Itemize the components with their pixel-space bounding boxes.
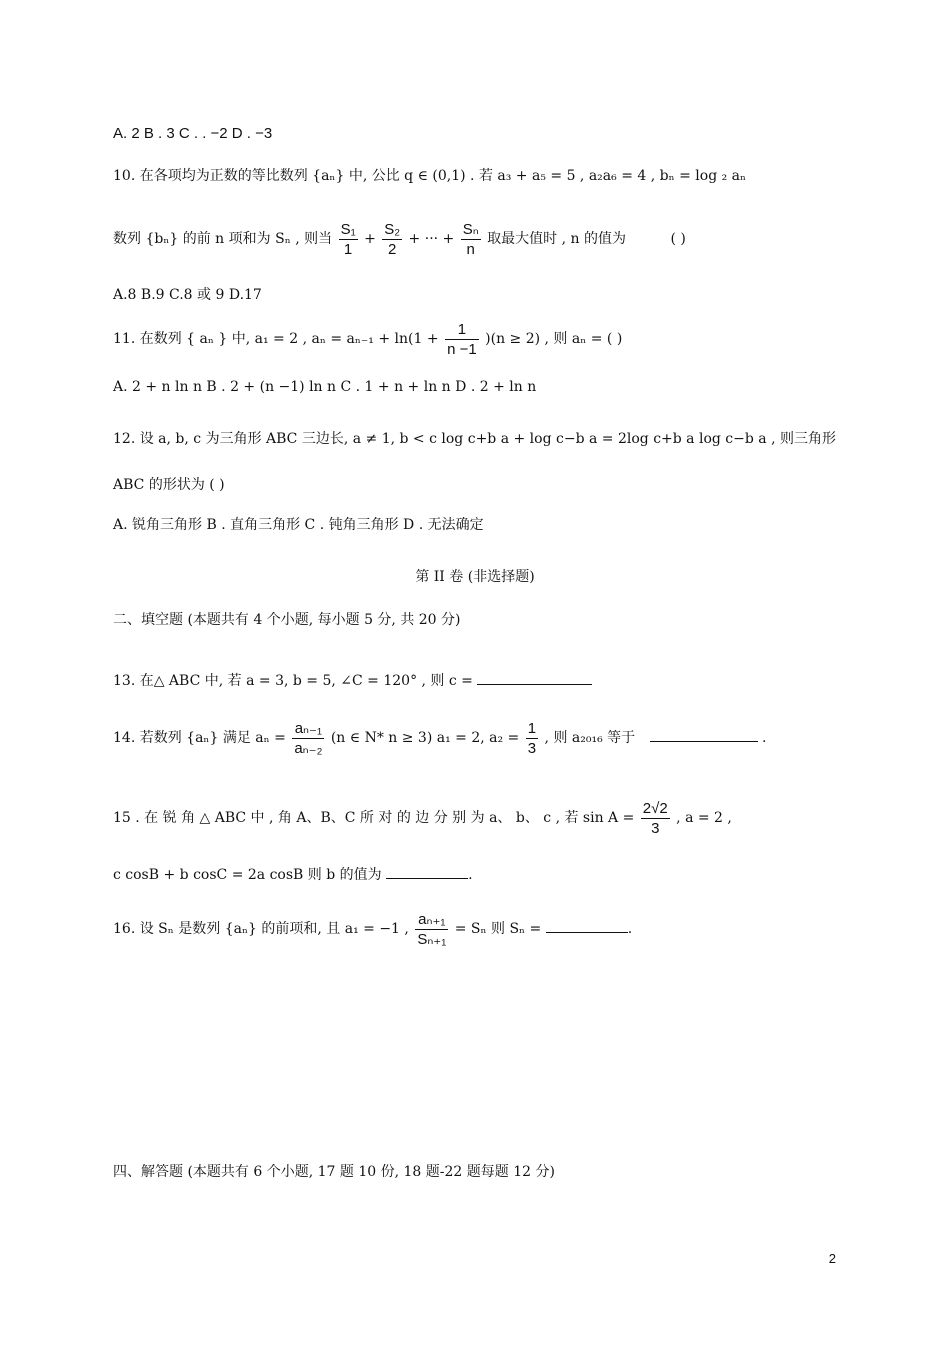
fraction-q14-a: $\frac{\text{aₙ₋₁}}{\text{aₙ₋₂}}$ xyxy=(294,719,323,757)
answer-blank xyxy=(386,864,468,879)
fraction-q11: $\frac{1}{n -1}$ xyxy=(447,320,477,358)
q10-options: A.8 B.9 C.8 或 9 D.17 xyxy=(113,287,262,303)
q12-line2: ABC 的形状为 ( ) xyxy=(113,477,225,493)
q10-line1: 10. 在各项均为正数的等比数列 {aₙ} 中, 公比 q ∈ (0,1) . 若 a₃ + a₅ = 5 , a₂a₆ = 4 , bₙ = log ₂ aₙ xyxy=(113,168,747,184)
section-ii-title: 第 II 卷 (非选择题) xyxy=(415,569,535,585)
answer-blank xyxy=(650,727,758,742)
q11-question: 11. 在数列 { aₙ } 中, a₁ = 2 , aₙ = aₙ₋₁ + ln(1 + $\frac{1}{n -1}$ )(n ≥ 2) , 则 aₙ = ( ) xyxy=(113,320,623,358)
q11-options: A. 2 + n ln n B . 2 + (n −1) ln n C . 1 + n + ln n D . 2 + ln n xyxy=(113,379,537,395)
q15-line1: 15 . 在 锐 角 △ ABC 中 , 角 A、B、C 所 对 的 边 分 别 为 a、 b、 c , 若 sin A = $\frac{2√2}{3}$ , a = 2 , xyxy=(113,799,732,837)
fill-section-heading: 二、填空题 (本题共有 4 个小题, 每小题 5 分, 共 20 分) xyxy=(113,612,461,628)
q9-options: A. 2 B . 3 C . . −2 D . −3 xyxy=(113,125,273,142)
q12-options: A. 锐角三角形 B . 直角三角形 C . 钝角三角形 D . 无法确定 xyxy=(113,517,484,533)
answer-blank xyxy=(477,670,592,685)
page-number: 2 xyxy=(828,1251,836,1266)
fraction-s1: $\frac{\text{S₁}}{1}$ xyxy=(340,220,356,258)
fraction-sn: $\frac{\text{Sₙ}}{n}$ xyxy=(462,220,479,258)
fraction-s2: $\frac{\text{S₂}}{2}$ xyxy=(384,220,401,258)
fraction-q14-b: $\frac{1}{3}$ xyxy=(527,719,537,757)
fraction-q16: $\frac{\text{aₙ₊₁}}{\text{Sₙ₊₁}}$ xyxy=(417,910,447,948)
q13-question: 13. 在△ ABC 中, 若 a = 3, b = 5, ∠C = 120° , 则 c = xyxy=(113,670,850,691)
q16-question: 16. 设 Sₙ 是数列 {aₙ} 的前项和, 且 a₁ = −1 , $\frac{\text{aₙ₊₁}}{\text{Sₙ₊₁}}$ = Sₙ 则 Sₙ = . xyxy=(113,910,633,948)
q10-line2: 数列 {bₙ} 的前 n 项和为 Sₙ , 则当 $\frac{\text{S₁}}{1}$ + $\frac{\text{S₂}}{2}$ + ··· + $\frac{\text{Sₙ}}{n}$ 取最大值时 , n 的值为 ( ) xyxy=(113,220,686,258)
q15-line2: c cosB + b cosC = 2a cosB 则 b 的值为 . xyxy=(113,864,850,885)
fraction-q15: $\frac{2√2}{3}$ xyxy=(642,799,668,837)
q12-line1: 12. 设 a, b, c 为三角形 ABC 三边长, a ≠ 1, b < c log c+b a + log c−b a = 2log c+b a log c−b a , 则三角形 xyxy=(113,431,836,447)
answer-section-heading: 四、解答题 (本题共有 6 个小题, 17 题 10 份, 18 题-22 题每题 12 分) xyxy=(113,1164,555,1180)
answer-blank xyxy=(546,918,628,933)
q14-question: 14. 若数列 {aₙ} 满足 aₙ = $\frac{\text{aₙ₋₁}}{\text{aₙ₋₂}}$ (n ∈ N* n ≥ 3) a₁ = 2, a₂ = $\frac{1}{3}$ , 则 a₂₀₁₆ 等于 . xyxy=(113,719,767,757)
